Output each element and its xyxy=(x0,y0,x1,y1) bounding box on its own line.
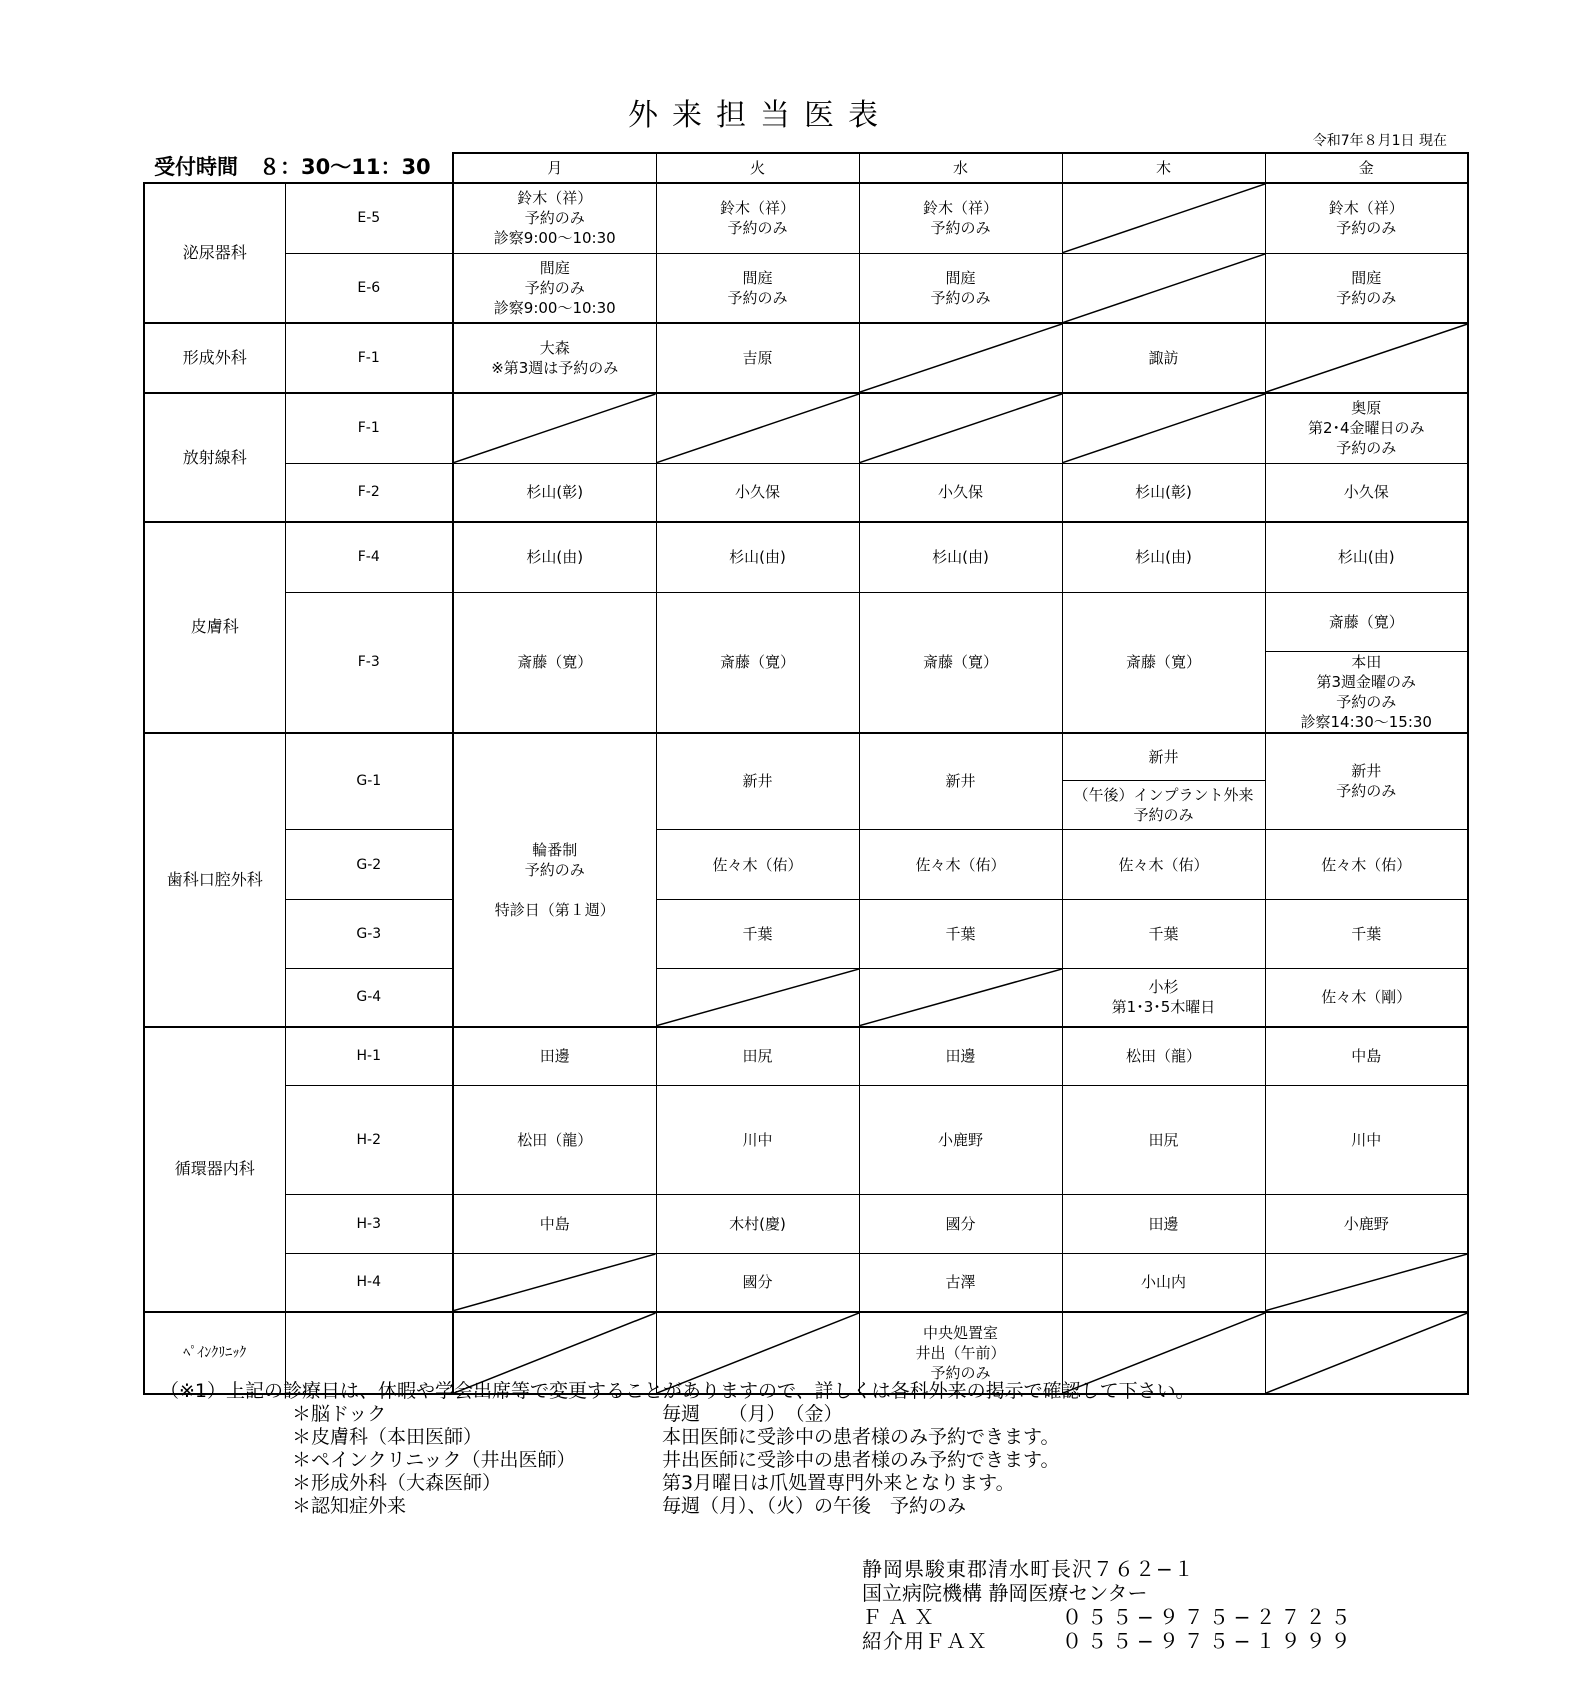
hospital-address: 静岡県駿東郡清水町長沢７６２−１ xyxy=(862,1557,1195,1581)
schedule-cell: 佐々木（佑） xyxy=(859,830,1062,900)
cell-line: 奥原 xyxy=(1351,399,1382,418)
schedule-cell: 佐々木（剛） xyxy=(1265,969,1468,1027)
room-label: F-3 xyxy=(285,592,453,733)
table-row xyxy=(144,1086,1468,1195)
schedule-cell: 新井 xyxy=(656,733,859,830)
page-title: 外来担当医表 xyxy=(628,98,892,133)
cell-line: 予約のみ xyxy=(1133,806,1194,824)
table-row xyxy=(144,393,1468,463)
cell-line: 予約のみ xyxy=(1336,782,1397,801)
cell-line: 井出（午前） xyxy=(915,1343,1006,1362)
schedule-cell: 斎藤（寛） xyxy=(1265,592,1468,651)
schedule-cell: 杉山(由) xyxy=(453,522,656,592)
schedule-cell xyxy=(453,733,656,1027)
schedule-cell: 田邊 xyxy=(453,1027,656,1086)
cell-line: 第3週金曜のみ xyxy=(1316,672,1417,691)
empty-slash-cell xyxy=(1062,393,1265,463)
schedule-cell: 佐々木（佑） xyxy=(1265,830,1468,900)
room-label: E-6 xyxy=(285,253,453,323)
table-row xyxy=(144,253,1468,323)
schedule-cell: 斎藤（寛） xyxy=(1062,592,1265,733)
schedule-table xyxy=(143,152,1469,1395)
hospital-name: 国立病院機構 静岡医療センター xyxy=(862,1581,1148,1605)
cell-line: 輪番制 xyxy=(532,840,578,859)
table-row xyxy=(144,969,1468,1027)
cell-line: 予約のみ xyxy=(930,1363,991,1382)
room-label: G-4 xyxy=(285,969,453,1027)
schedule-cell: 新井 xyxy=(859,733,1062,830)
cell-line: 予約のみ xyxy=(930,288,991,307)
cell-line: 鈴木（祥） xyxy=(719,199,795,218)
schedule-cell: 田邊 xyxy=(859,1027,1062,1086)
cell-line: 特診日（第１週） xyxy=(494,900,615,919)
notes-lead: （※1）上記の診療日は、休暇や学会出席等で変更することがありますので、詳しくは各科外来の掲示で確認して下さい。 xyxy=(160,1380,1195,1402)
note-item xyxy=(160,1472,1195,1495)
referral-fax-row xyxy=(862,1629,1356,1653)
diagonal-slash xyxy=(1266,324,1468,392)
schedule-cell: 中島 xyxy=(1265,1027,1468,1086)
schedule-cell xyxy=(656,253,859,323)
dept-cardiology: 循環器内科 xyxy=(144,1027,285,1312)
cell-line: 予約のみ xyxy=(1336,288,1397,307)
diagonal-slash xyxy=(657,969,859,1026)
schedule-cell xyxy=(1265,183,1468,253)
cell-line: 新井 xyxy=(1351,762,1382,781)
cell-line: （午後）インプラント外来 xyxy=(1073,786,1254,804)
note-label: ＊脳ドック xyxy=(292,1403,387,1425)
notes-section xyxy=(160,1380,1195,1518)
cell-line: 間庭 xyxy=(1351,268,1382,287)
schedule-cell xyxy=(453,323,656,393)
schedule-cell: 中島 xyxy=(453,1195,656,1254)
empty-slash-cell xyxy=(859,969,1062,1027)
note-label: ＊皮膚科（本田医師） xyxy=(292,1426,483,1448)
schedule-cell: 杉山(由) xyxy=(656,522,859,592)
table-row xyxy=(144,323,1468,393)
empty-slash-cell xyxy=(656,969,859,1027)
diagonal-slash xyxy=(860,969,1062,1026)
schedule-cell: 古澤 xyxy=(859,1254,1062,1312)
room-label: H-2 xyxy=(285,1086,453,1195)
schedule-cell: 千葉 xyxy=(859,900,1062,969)
fax-row xyxy=(862,1605,1356,1629)
cell-line: 鈴木（祥） xyxy=(1328,199,1404,218)
day-mon: 月 xyxy=(453,153,656,183)
cell-line: 間庭 xyxy=(945,268,976,287)
empty-slash-cell xyxy=(1265,323,1468,393)
room-label: F-4 xyxy=(285,522,453,592)
room-label: H-1 xyxy=(285,1027,453,1086)
contact-block xyxy=(862,1557,1356,1653)
schedule-cell: 小久保 xyxy=(859,463,1062,522)
schedule-cell: 田尻 xyxy=(1062,1086,1265,1195)
empty-slash-cell xyxy=(859,323,1062,393)
table-row xyxy=(144,522,1468,592)
diagonal-slash xyxy=(454,394,656,463)
empty-slash-cell xyxy=(453,393,656,463)
schedule-cell: 佐々木（佑） xyxy=(1062,830,1265,900)
table-row xyxy=(144,1195,1468,1254)
table-row xyxy=(144,1027,1468,1086)
cell-line: 予約のみ xyxy=(1336,439,1397,458)
schedule-cell: 斎藤（寛） xyxy=(453,592,656,733)
table-row xyxy=(144,183,1468,253)
empty-slash-cell xyxy=(1265,1254,1468,1312)
cell-line: 大森 xyxy=(539,339,570,357)
note-item xyxy=(160,1449,1195,1472)
header-row xyxy=(144,153,1468,183)
cell-line: 小杉 xyxy=(1148,978,1179,997)
schedule-cell xyxy=(859,183,1062,253)
schedule-cell: 諏訪 xyxy=(1062,323,1265,393)
schedule-cell xyxy=(859,253,1062,323)
note-text: 井出医師に受診中の患者様のみ予約できます。 xyxy=(662,1449,1060,1471)
table-row xyxy=(144,733,1468,781)
schedule-cell xyxy=(1265,393,1468,463)
diagonal-slash xyxy=(860,394,1062,463)
note-item xyxy=(160,1426,1195,1449)
cell-line: 中央処置室 xyxy=(922,1323,998,1342)
schedule-cell: 杉山(由) xyxy=(1062,522,1265,592)
day-fri: 金 xyxy=(1265,153,1468,183)
cell-line: 診察9:00〜10:30 xyxy=(493,298,616,317)
dept-dermatology: 皮膚科 xyxy=(144,522,285,733)
table-row xyxy=(144,592,1468,651)
cell-line: 鈴木（祥） xyxy=(517,189,593,208)
table-row xyxy=(144,830,1468,900)
schedule-cell: 國分 xyxy=(859,1195,1062,1254)
referral-fax-label: 紹介用ＦＡＸ xyxy=(862,1629,988,1653)
empty-slash-cell xyxy=(656,393,859,463)
cell-line: 間庭 xyxy=(742,268,773,287)
room-label: G-1 xyxy=(285,733,453,830)
cell-line: 予約のみ xyxy=(727,288,788,307)
diagonal-slash xyxy=(1266,1254,1468,1311)
room-label: E-5 xyxy=(285,183,453,253)
schedule-cell: 田尻 xyxy=(656,1027,859,1086)
cell-line: 予約のみ xyxy=(727,219,788,238)
note-label: ＊形成外科（大森医師） xyxy=(292,1472,502,1494)
diagonal-slash xyxy=(454,1254,656,1311)
diagonal-slash xyxy=(1063,184,1265,253)
schedule-cell: 新井 xyxy=(1062,733,1265,781)
cell-line: 第2･4金曜日のみ xyxy=(1307,419,1425,438)
empty-slash-cell xyxy=(1265,1312,1468,1394)
cell-line: 予約のみ xyxy=(1336,692,1397,711)
referral-fax-number: ０５５−９７５−１９９９ xyxy=(1062,1629,1356,1653)
schedule-cell xyxy=(1062,969,1265,1027)
cell-line xyxy=(456,880,654,900)
fax-number: ０５５−９７５−２７２５ xyxy=(1062,1605,1356,1629)
empty-slash-cell xyxy=(859,393,1062,463)
room-label: F-2 xyxy=(285,463,453,522)
reception-hours: 受付時間 ８：30〜11：30 xyxy=(154,154,431,179)
schedule-cell xyxy=(1062,781,1265,830)
schedule-cell: 田邊 xyxy=(1062,1195,1265,1254)
note-item xyxy=(160,1495,1195,1518)
cell-line: ※第3週は予約のみ xyxy=(491,359,619,377)
note-text: 本田医師に受診中の患者様のみ予約できます。 xyxy=(662,1426,1060,1448)
schedule-cell: 斎藤（寛） xyxy=(859,592,1062,733)
schedule-cell: 小久保 xyxy=(1265,463,1468,522)
schedule-cell: 松田（龍） xyxy=(1062,1027,1265,1086)
schedule-cell: 木村(慶) xyxy=(656,1195,859,1254)
schedule-cell: 吉原 xyxy=(656,323,859,393)
schedule-cell: 杉山(彰) xyxy=(453,463,656,522)
cell-line: 間庭 xyxy=(539,258,570,277)
schedule-cell: 斎藤（寛） xyxy=(656,592,859,733)
schedule-cell: 杉山(彰) xyxy=(1062,463,1265,522)
empty-slash-cell xyxy=(1062,253,1265,323)
cell-line: 予約のみ xyxy=(524,278,585,297)
diagonal-slash xyxy=(860,324,1062,392)
diagonal-slash xyxy=(1266,1313,1468,1393)
room-label: F-1 xyxy=(285,323,453,393)
schedule-cell: 小鹿野 xyxy=(859,1086,1062,1195)
diagonal-slash xyxy=(1063,254,1265,323)
room-label: H-3 xyxy=(285,1195,453,1254)
note-text: 毎週 （月） （金） xyxy=(662,1403,843,1425)
schedule-cell: 千葉 xyxy=(656,900,859,969)
diagonal-slash xyxy=(657,394,859,463)
room-label: G-3 xyxy=(285,900,453,969)
dept-pain-clinic: ﾍﾟｲﾝｸﾘﾆｯｸ xyxy=(144,1312,285,1394)
note-label: ＊ペインクリニック（井出医師） xyxy=(292,1449,576,1471)
schedule-cell: 千葉 xyxy=(1265,900,1468,969)
schedule-cell xyxy=(453,253,656,323)
room-label: G-2 xyxy=(285,830,453,900)
empty-slash-cell xyxy=(1062,183,1265,253)
diagonal-slash xyxy=(1063,394,1265,463)
dept-dental-oral-surgery: 歯科口腔外科 xyxy=(144,733,285,1027)
cell-line: 予約のみ xyxy=(1336,219,1397,238)
schedule-cell: 川中 xyxy=(656,1086,859,1195)
schedule-cell xyxy=(1265,733,1468,830)
cell-line: 診察14:30〜15:30 xyxy=(1300,712,1432,731)
cell-line: 鈴木（祥） xyxy=(922,199,998,218)
empty-slash-cell xyxy=(453,1254,656,1312)
schedule-cell: 川中 xyxy=(1265,1086,1468,1195)
schedule-cell: 杉山(由) xyxy=(859,522,1062,592)
schedule-cell: 松田（龍） xyxy=(453,1086,656,1195)
table-row xyxy=(144,900,1468,969)
dept-urology: 泌尿器科 xyxy=(144,183,285,323)
cell-line: 予約のみ xyxy=(930,219,991,238)
day-wed: 水 xyxy=(859,153,1062,183)
table-row xyxy=(144,1254,1468,1312)
note-item xyxy=(160,1403,1195,1426)
note-label: ＊認知症外来 xyxy=(292,1495,407,1517)
schedule-cell xyxy=(656,183,859,253)
schedule-cell: 小久保 xyxy=(656,463,859,522)
as-of-date: 令和7年８月1日 現在 xyxy=(1312,133,1447,149)
schedule-cell: 杉山(由) xyxy=(1265,522,1468,592)
schedule-cell xyxy=(453,183,656,253)
schedule-cell: 佐々木（佑） xyxy=(656,830,859,900)
cell-line: 診察9:00〜10:30 xyxy=(493,229,616,248)
table-row xyxy=(144,463,1468,522)
schedule-cell: 小山内 xyxy=(1062,1254,1265,1312)
cell-line: 予約のみ xyxy=(524,860,585,879)
room-label: F-1 xyxy=(285,393,453,463)
schedule-cell: 千葉 xyxy=(1062,900,1265,969)
schedule-cell: 國分 xyxy=(656,1254,859,1312)
day-thu: 木 xyxy=(1062,153,1265,183)
dept-plastic-surgery: 形成外科 xyxy=(144,323,285,393)
schedule-cell xyxy=(1265,253,1468,323)
fax-label: ＦＡＸ xyxy=(862,1605,940,1629)
cell-line: 第1･3･5木曜日 xyxy=(1111,998,1216,1017)
schedule-cell xyxy=(1265,651,1468,733)
cell-line: 本田 xyxy=(1351,652,1382,671)
dept-radiology: 放射線科 xyxy=(144,393,285,522)
schedule-cell: 小鹿野 xyxy=(1265,1195,1468,1254)
note-text: 毎週（月）、（火）の午後 予約のみ xyxy=(662,1495,967,1517)
day-tue: 火 xyxy=(656,153,859,183)
room-label: H-4 xyxy=(285,1254,453,1312)
note-text: 第3月曜日は爪処置専門外来となります。 xyxy=(662,1472,1015,1494)
cell-line: 予約のみ xyxy=(524,209,585,228)
